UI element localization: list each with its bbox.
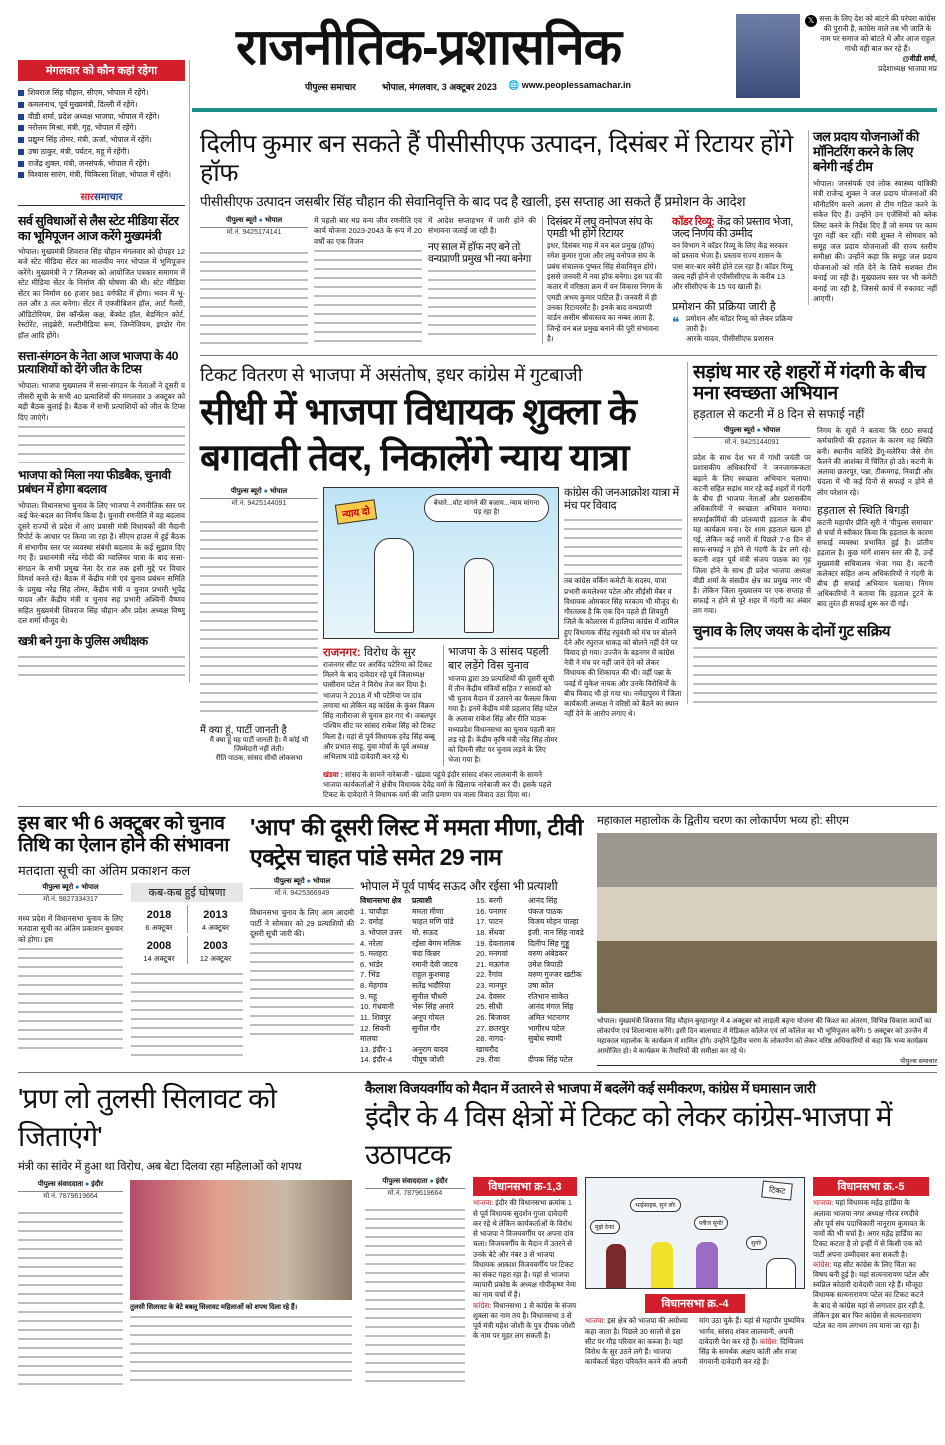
candidate-name: दिलीप सिंह गुड्डू — [528, 938, 570, 948]
announcement-box-title: कब-कब हुई घोषणा — [131, 883, 243, 902]
aap-candidate-table — [360, 877, 590, 1066]
schedule-box-title: मंगलवार को कौन कहां रहेगा — [18, 60, 185, 81]
byline: पीपुल्स ब्यूरो ● भोपाल — [200, 216, 308, 228]
section-masthead: राजनीतिक-प्रशासनिक — [236, 19, 621, 75]
candidate-name: अनुराग यादव — [412, 1044, 449, 1054]
globe-icon: 🌐 — [508, 80, 520, 90]
quote-text: प्रमोशन और कॉडर रिव्यू को लेकर प्रक्रिया जारी है। — [686, 313, 793, 333]
byline: पीपुल्स संवाददाता ● इंदौर — [18, 1180, 123, 1192]
candidate-row — [360, 928, 470, 939]
tulsi-headline: 'प्रण लो तुलसी सिलावट को जिताएंगे' — [18, 1083, 277, 1153]
seat-name: 11. शिवपुर — [360, 1012, 391, 1022]
kicker: राजनगर: — [323, 647, 361, 659]
candidate-row — [476, 960, 590, 971]
candidate-row — [360, 1055, 470, 1066]
box-body: विधानसभा 1 से कांग्रेस के संजय शुक्ला का नाम तय है। विधानसभा 3 से पूर्व मंत्री महेश जोशी के पुत्र दीपक जोशी के नाम पर मुहर लग सकती है। — [473, 1300, 577, 1341]
candidate-name: सुनील गौर — [412, 1023, 440, 1033]
byline: पीपुल्स ब्यूरो ● भोपाल — [693, 426, 811, 438]
schedule-item: कमलनाथ, पूर्व मुख्यमंत्री, दिल्ली में रहेंगे। — [18, 99, 185, 111]
phone: मो.नं. 9827334317 — [43, 895, 98, 903]
schedule-item: शिवराज सिंह चौहान, सीएम, भोपाल में रहेंगे। — [18, 87, 185, 99]
sidhi-story — [200, 362, 682, 801]
constituency-4-block — [585, 1177, 805, 1367]
candidate-row — [476, 907, 590, 918]
seat-name: 27. छतरपुर — [476, 1023, 509, 1033]
lower-row-2 — [18, 1079, 937, 1389]
tulsi-byline-block — [18, 1180, 123, 1389]
announcement-year: 2018 6 अक्टूबर — [145, 908, 173, 932]
katni-story — [687, 362, 937, 704]
candidate-name: इंजी. नान सिंह नावडे — [528, 927, 584, 937]
candidate-name: ममता मीणा — [412, 906, 444, 916]
cartoon-figure — [464, 558, 494, 633]
party-title: मैं क्या हूं, पार्टी जानती है — [200, 725, 287, 736]
water-title: जल प्रदाय योजनाओं की मॉनिटरिंग करने के लिए बनेगी नई टीम — [813, 129, 919, 174]
katni-body: निगम के सूत्रों ने बताया कि 650 सफाई कर्मचारियों की हड़ताल के कारण यह स्थिति बनी। स्थानीय वाशिंदे डेंगू-मलेरिया जैसे रोग फैलने की आशंका में चिंतित हो उठे। कटनी के अलावा छतरपुर, पन्ना, टीकमगढ़, निवाड़ी और चंदला में भी कई दिनों से सफाई न होने से लोग परेशान रहे। — [817, 426, 933, 497]
candidate-table-left — [360, 896, 470, 1066]
news-body-continued — [18, 423, 185, 463]
water-story — [808, 130, 937, 305]
schedule-item: विश्वास सारंग, मंत्री, चिकित्सा शिक्षा, भोपाल में रहेंगे। — [18, 169, 185, 181]
seat-name: 25. सीधी — [476, 1002, 503, 1012]
date-subhead: मतदाता सूची का अंतिम प्रकाशन कल — [18, 862, 191, 878]
dateline: भोपाल, मंगलवार, 3 अक्टूबर 2023 — [382, 82, 497, 92]
top-headline: दिलीप कुमार बन सकते हैं पीसीसीएफ उत्पादन, दिसंबर में रिटायर होंगे हॉफ — [200, 130, 793, 187]
article-body — [314, 247, 422, 342]
sidhi-kicker: टिकट वितरण से भाजपा में असंतोष, इधर कांग्रेस में गुटबाजी — [200, 363, 583, 385]
brand-name: पीपुल्स समाचार — [305, 82, 356, 92]
candidate-row — [360, 907, 470, 918]
candidate-row — [476, 928, 590, 939]
katni-body: कटनी महापौर प्रीति सूरी ने 'पीपुल्स समाचार' से चर्चा में स्वीकार किया कि हड़ताल के कारण सफाई व्यवस्था प्रभावित हुई है। प्रांतीय हड़ताल है। कुछ मांगें शासन स्तर की हैं, उन्हें मुख्यमंत्री सचिवालय भेजा गया है। कटनी कलेक्टर सहित अन्य अधिकारियों ने गंदगी के बीच ही सफाई अभियान चलाया। निगम अधिकारियों ने बताया कि हड़ताल टूटने के बाद तुरंत ही सफाई शुरू कर दी गई। — [817, 517, 933, 609]
jayas-body — [693, 644, 937, 704]
rajnagar-title: विरोध के सुर — [363, 647, 416, 659]
party-label: कांग्रेस: — [759, 1336, 779, 1346]
janakrosh-title: कांग्रेस की जनआक्रोश यात्रा में मंच पर विवाद — [564, 487, 679, 513]
date-headline: इस बार भी 6 अक्टूबर को चुनाव तिथि का ऐलान होने की संभावना — [18, 813, 229, 857]
aap-headline: 'आप' की दूसरी लिस्ट में ममता मीणा, टीवी एक्ट्रेस चाहत पांडे समेत 29 नाम — [250, 814, 583, 871]
photo-credit: पीपुल्स समाचार — [597, 1056, 937, 1066]
top-byline-block — [200, 216, 308, 349]
phone: मो.नं. 7879619664 — [387, 1190, 443, 1198]
candidate-row — [360, 970, 470, 981]
box-body: दिग्विजय सिंह के समर्थक अक्षय कांती और राजा मंगवानी दावेदारी कर रहे हैं। — [699, 1336, 804, 1367]
candidate-row — [360, 949, 470, 960]
seat-name: 6. भांडेर — [360, 959, 383, 969]
tulsi-photo — [130, 1180, 352, 1300]
aap-body-continued — [250, 940, 354, 1040]
phone: मो.नं. 9425366949 — [274, 890, 330, 897]
tulsi-photo-caption: तुलसी सिलावट के बेटे बबलू सिलावट महिलाओं को शपथ दिला रहे हैं। — [130, 1304, 298, 1312]
date-body: मध्य प्रदेश में विधानसभा चुनाव के लिए मतदाता सूची का अंतिम प्रकाशन बुधवार को होगा। इस — [18, 913, 123, 944]
article-body — [131, 970, 243, 1060]
mp-title: भाजपा के 3 सांसद पहली बार लड़ेंगे विस चुनाव — [448, 646, 549, 673]
byline: पीपुल्स ब्यूरो ● भोपाल — [250, 877, 354, 889]
news-title: भाजपा को मिला नया फीडबैक, चुनावी प्रबंधन में होगा बदलाव — [18, 468, 171, 496]
news-body: भोपाल। मुख्यमंत्री शिवराज सिंह चौहान मंगलवार को दोपहर 12 बजे स्टेट मीडिया सेंटर का मालवीय नगर भोपाल में भूमिपूजन करेंगे। मुख्यमंत्री ने 7 सितम्बर को आयोजित पत्रकार समागम में स्टेट मीडिया सेंटर के निर्माण की घोषणा की थी। स्टेट मीडिया सेंटर का निर्माण 66 हजार 981 वर्गफीट में होगा। भवन में भू-तल और 3 तल बनेगा। सेंटर में एक्जीबिशन हॉल, आर्ट गैलरी, ऑडिटोरियम, प्रेस कॉन्फ्रेंस कक्ष, बेंक्वेट हॉल, बेडमिंटन कोर्ट, रेस्टोरेंट, लाइब्रेरी, मल्टीमीडिया रूम, जिम्नेजियम, इण्डोर गेम हॉल आदि होंगे। — [18, 246, 185, 340]
side-body: वन विभाग ने कॉडर रिव्यू के लिए केंद्र सरकार को प्रस्ताव भेजा है। प्रस्ताव राज्य शासन के पास बार-बार क्वेरी होने टल रहा है। कॉडर रिव्यू जल्द नहीं होने से एपीसीसीएफ के करीब 13 और सीसीएफ के 15 पद खाली हैं। — [672, 240, 793, 292]
candidate-row — [476, 1002, 590, 1013]
seat-name: 7. भिंड — [360, 970, 380, 980]
box-body: इंदौर की विधानसभा क्रमांक 1 से पूर्व विधायक सुदर्शन गुप्ता दावेदारी कर रहे थे लेकिन कार्यकर्ताओं के विरोध से भाजपा ने विजयवर्गीय पर अपना दांव चला। विजयवर्गीय के मैदान में उतरने से उनके बेटे और नंबर 3 से भाजपा विधायक आकाश विजयवर्गीय पर टिकट का संकट गहरा रहा है। यहां से भाजपा व्यापारी प्रकोष्ठ के अध्यक्ष गोपीकृष्ण नेमा का नाम चर्चा में है। — [473, 1198, 576, 1300]
article-column — [428, 216, 536, 337]
kicker: कॉडर रिव्यू: — [672, 215, 715, 228]
seat-name: 4. नरेला — [360, 938, 383, 948]
aap-story — [250, 813, 590, 1066]
candidate-name: रईसा बेगम मलिक — [412, 938, 461, 948]
schedule-item: राजेंद्र शुक्ल, मंत्री, जनसंपर्क, भोपाल में रहेंगे। — [18, 158, 185, 170]
candidate-table-right — [476, 896, 590, 1066]
candidate-name: आनंद सिंह — [528, 896, 558, 905]
divider — [18, 1072, 937, 1073]
candidate-name: पंकज पाठक — [528, 906, 563, 916]
col-seat-header: विधानसभा क्षेत्र — [360, 896, 402, 905]
party-label: भाजपा: — [585, 1316, 606, 1326]
quote-box — [806, 14, 937, 74]
candidate-row — [476, 1013, 590, 1024]
constituency-1-3 — [473, 1177, 577, 1341]
seat-name: 24. देवसर — [476, 991, 506, 1001]
article-subhead: नए साल में हॉफ नए बने तो वन्यप्राणी प्रमुख भी नया बनेगा — [428, 240, 531, 265]
candidate-row — [476, 917, 590, 928]
side-story-cadre — [672, 216, 794, 344]
box-body: यह सीट कांग्रेस के लिए चिंता का विषय बनी हुई है। यहां सत्यनारायण पटेल और स्वप्निल कोठारी दावेदारी जता रहे हैं। मौजूदा विधायक सत्यनारायण पटेल का टिकट कटने के बाद से कांग्रेस यहां से लगातार हार रही है, लेकिन इस बार फिर कांग्रेस से सत्यनारायण पटेल का नाम लगभग तय माना जा रहा है। — [813, 1259, 929, 1331]
tulsi-story — [18, 1079, 353, 1389]
candidate-name: अनूप गोयल — [412, 1012, 445, 1022]
cartoon-bubble: भाईसाहब, सुन लो! — [630, 1198, 681, 1212]
side-body: इधर, दिसंबर माह में वन बल प्रमुख (हॉफ) रमेश कुमार गुप्ता और लघु वनोपज संघ के प्रबंध संचालक पुष्कर सिंह सेवानिवृत्त होंगे। इससे जनवरी में नया हॉफ बनेगा। इस पद की कतार में वरिष्ठता क्रम में वन विकास निगम के एमडी अभय कुमार पाटिल हैं। जनवरी में ही उनका रिटायरमेंट है। इनके बाद वन्यप्राणी वार्डन असीम श्रीवास्तव का नम्बर आता है, जिन्हें वन बल प्रमुख बनाने की पूरी संभावना है। — [547, 240, 663, 344]
cartoon-sign: न्याय दो — [335, 499, 377, 524]
table-title: भोपाल में पूर्व पार्षद सऊद और रईसा भी प्रत्याशी — [360, 879, 558, 893]
sidhi-middle — [323, 487, 559, 800]
seat-name: 8. मेहगांव — [360, 981, 388, 990]
candidate-name: वरुण अंबेडकर — [528, 949, 568, 959]
mahakal-caption: भोपाल। मुख्यमंत्री शिवराज सिंह चौहान बुरहानपुर में 4 अक्टूबर को लाड़ली बहना योजना की किश्त का अंतरण, विभिन्न विकास कार्यों का लोकार्पण एवं शिलान्यास करेंगे। इसी दिन बालाघाट में मेडिकल कॉलेज एवं लॉ कॉलेज का भी भूमिपूजन करेंगे। 5 अक्टूबर को उज्जैन में महाकाल महालोक के कार्यक्रम में शामिल होंगे। उन्होंने द्वितीय चरण के लोकार्पण को लेकर वरिष्ठ अधिकारियों से कहा कि भव्य कार्यक्रम आयोजित हो। वे कार्यक्रम के तैयारियों की समीक्षा कर रहे थे। — [597, 1018, 932, 1055]
news-body — [18, 653, 185, 683]
article-col: में आदेश सप्ताहभर में जारी होने की संभावना जताई जा रही है। — [428, 215, 536, 236]
seat-name: 2. दमोह — [360, 917, 384, 927]
seat-name: 1. चाचौड़ा — [360, 906, 389, 916]
top-subhead: पीसीसीएफ उत्पादन जसबीर सिंह चौहान की सेवानिवृत्ति के बाद पद है खाली, इस सप्ताह आ सकते हैं प्रमोशन के आदेश — [200, 193, 746, 209]
seat-name: 10. गंधवानी — [360, 1002, 394, 1012]
cartoon-figure — [651, 1242, 673, 1289]
katni-headline: सड़ांध मार रहे शहरों में गंदगी के बीच मना स्वच्छता अभियान — [693, 361, 926, 405]
news-body: भोपाल। भाजपा मुख्यालय में सत्ता-संगठन के नेताओं ने दूसरी व तीसरी सूची के सभी 40 प्रत्याशियों की मंगलवार 3 अक्टूबर को बड़ी बैठक बुलाई है। बैठक में सभी प्रत्याशियों को जीत के टिप्स दिए जाएंगे। — [18, 381, 185, 422]
party-label: भाजपा: — [473, 1198, 494, 1208]
cartoon-bubble: प्लीज सुनो! — [694, 1216, 728, 1230]
mahakal-headline: महाकाल महालोक के द्वितीय चरण का लोकार्पण भव्य हो: सीएम — [597, 815, 849, 828]
cartoon-figure — [766, 1258, 796, 1289]
phone: मो.नं. 9425144091 — [724, 439, 780, 447]
katni-subheading: हड़ताल से स्थिति बिगड़ी — [817, 504, 910, 517]
schedule-item: उषा ठाकुर, मंत्री, पर्यटन, महू में रहेंगी। — [18, 146, 185, 158]
seat-name: 16. पनागर — [476, 906, 507, 916]
candidate-name: उमेश त्रिपाठी — [528, 959, 563, 969]
box-body: यहां विधायक महेंद्र हार्डिया के अलावा भाजपा नगर अध्यक्ष गौरव रणदीवे और पूर्व संघ पदाधिकारी नानूराम कुमावत के नामों की भी चर्चा है। अगर महेंद्र हार्डिया का टिकट कटता है तो इन्हीं में से किसी एक को पार्टी अपना उम्मीदवार बना सकती है। — [813, 1198, 925, 1259]
janakrosh-story — [564, 487, 682, 720]
quote-role: प्रदेशाध्यक्ष भाजपा मप्र — [878, 63, 937, 73]
candidate-row — [476, 981, 590, 992]
middle-row — [200, 362, 937, 801]
candidate-name: चंदा किन्नर — [412, 949, 441, 959]
announcement-year: 2013 4 अक्टूबर — [187, 905, 243, 933]
jayas-headline: चुनाव के लिए जयस के दोनों गुट सक्रिय — [693, 622, 890, 640]
seat-name: 9. महू — [360, 991, 378, 1001]
saar-samachar-label: सारसमाचार — [18, 189, 185, 206]
tulsi-body-continued — [130, 1313, 352, 1383]
top-story — [200, 130, 800, 349]
seat-name: 22. रैगांव — [476, 970, 503, 980]
left-sidebar — [18, 60, 190, 683]
byline: पीपुल्स संवाददाता ● इंदौर — [365, 1177, 465, 1189]
date-body-continued — [18, 945, 123, 1055]
article-body — [200, 249, 308, 349]
cartoon-bubble: सुनो! — [746, 1236, 767, 1250]
cartoon-figure — [374, 538, 414, 633]
byline: पीपुल्स ब्यूरो ● भोपाल — [18, 883, 123, 895]
news-body: भोपाल। विधानसभा चुनाव के लिए भाजपा ने रणनीतिक स्तर पर कई फेर-बदल का निर्णय किया है। चुनावी रणनीति में यह बदलाव दूसरे राज्यों से प्रदेश में आए प्रवासी मंत्री विधायकों की मैदानी रिपोर्ट के आधार पर किया जा रहा है। सीएम हाउस में हुई बैठक में संभागीय स्तर पर व्यवस्था संबंधी बदलाव के कई सुझाव दिए गए हैं। प्रधानमंत्री नरेंद्र मोदी की ग्वालियर यात्रा के बाद सत्ता- संगठन के सभी प्रमुख नेता देर रात तक इसी मुद्दे पर विचार विमर्श करते रहे। बैठक में केंद्रीय मंत्री एवं चुनाव प्रबंधन समिति के प्रमुख नरेंद्र सिंह तोमर, केंद्रीय मंत्री व चुनाव प्रभारी भूपेंद्र यादव और केंद्रीय मंत्री व चुनाव सह प्रभारी अश्विनी वैष्णव सहित मुख्यमंत्री शिवराज सिंह चौहान और प्रदेश अध्यक्ष विष्णु दत्त शर्मा मौजूद थे। — [18, 500, 185, 626]
katni-body: प्रदेश के साथ देश भर में गांधी जयंती पर प्रशासकीय अधिकारियों ने जनजागरूकता बढ़ाने के लिए स्वच्छता अभियान चलाया। कटनी सहित सड़ांध मार रहे कई शहरों में गंदगी के बीच ही भाजपा नेताओं और प्रशासकीय अधिकारियों ने स्वच्छता अभियान मनाया। सफाईकर्मियों की प्रांतव्यापी हड़ताल के बीच यह कार्यक्रम मना। देर शाम हड़ताल खत्म हो गई, लेकिन कई नगरों में पिछले 7-8 दिन से साफ-सफाई न होने से गंदगी के ढेर लगे रहे। कटनी शहर पूर्व मंत्री संजय पाठक का गृह जिला होने के साथ ही प्रदेश भाजपा अध्यक्ष वीडी शर्मा के संसदीय क्षेत्र का प्रमुख नगर भी है। लेकिन जिला मुख्यालय पर एक सप्ताह से सफाई न होने से पूरे शहर में गंदगी का अंबार लग गया। — [693, 453, 811, 616]
janakrosh-body: तब कांग्रेस वर्किंग कमेटी के सदस्य, यात्रा प्रभारी कमलेश्वर पटेल और सीईसी मेंबर व विधायक ओमकार सिंह मरकाम भी मौजूद थे। गौरतलब है कि एक दिन पहले ही शिवपुरी जिले के कोलारस में हालिया कांग्रेस में शामिल हुए विधायक वीरेंद्र रघुवंशी को मंच पर बोलने देने और रघुराज धाकड़ को बोलने नहीं देने पर विवाद हो गया। उज्जैन के बड़नगर में कांग्रेस नेत्री ने मंच पर नहीं जाने देने को लेकर विधायक की शिकायत की थी। वहीं पन्ना के पवई में मुकेश नायक और उनके विरोधियों के बीच विवाद भी हो गया था। नर्मदापुरम में जिला कार्यकारी अध्यक्ष ने वरिष्ठों को बैठने का स्थान नहीं देने के आरोप लगाए थे। — [564, 576, 682, 719]
cartoon-ticket — [585, 1177, 805, 1289]
candidate-name: सुनील चौधरी — [412, 991, 448, 1001]
mahakal-story — [597, 813, 937, 1066]
candidate-name: विजय मोहन पाल्हा — [528, 917, 579, 927]
announcement-year: 2008 14 अक्टूबर — [143, 939, 175, 963]
candidate-name: मो. सऊद — [412, 927, 438, 937]
cartoon-bubble: मुझे देना! — [590, 1220, 620, 1234]
quote-text: सत्ता के लिए देश को बांटने की परंपरा कांग्रेस की पुरानी है, कांग्रेस वाले तब भी जाति के नाम पर समाज को बांटते थे और आज राहुल गांधी वही बात कर रहे हैं। — [819, 14, 936, 53]
indore-story — [365, 1079, 937, 1386]
seat-name: 20. मनगवां — [476, 949, 508, 959]
schedule-item: नरोत्तम मिश्रा, मंत्री, गृह, भोपाल में रहेंगे। — [18, 122, 185, 134]
water-body: भोपाल। जनसंपर्क एवं लोक स्वास्थ्य यांत्रिकी मंत्री राजेन्द्र शुक्ल ने जल प्रदाय योजनाओं की मॉनीटरिंग करने अलग से टीम गठित करने के संकेत दिए हैं। उन्होंने उन एजेंसियों को ब्लेक लिस्ट करने के निर्देश दिए हैं जो समय पर काम पूरा नहीं कर रहीं। मंत्री शुक्ल ने सोमवार को समूह जल प्रदाय योजनाओं की राज्य स्तरीय समीक्षा की। उन्होंने कहा कि समूह जल प्रदाय योजनाओं को गति देने के लिये सशक्त टीम बनाई जा रही है। मुख्यालय स्तर पर भी कमेटी बनाई जा रही है, जिससे कार्य में रुकावट नहीं आएगी। — [813, 178, 937, 304]
divider — [200, 355, 937, 356]
aap-byline-block — [250, 877, 354, 1040]
indore-body — [365, 1206, 465, 1386]
col-candidate-header: प्रत्याशी — [412, 896, 433, 905]
seat-name: 5. मलहरा — [360, 949, 388, 959]
candidate-name: उषा कोल — [528, 981, 554, 990]
seat-name: 14. इंदौर-4 — [360, 1055, 393, 1065]
article-body — [564, 516, 682, 576]
article-body — [428, 267, 536, 337]
seat-name: 21. मऊगंज — [476, 959, 510, 969]
candidate-row — [476, 1055, 590, 1066]
news-title: सर्व सुविधाओं से लैस स्टेट मीडिया सेंटर का भूमिपूजन आज करेंगे मुख्यमंत्री — [18, 214, 179, 243]
candidate-name: भेरू सिंह अनारे — [412, 1002, 454, 1012]
indore-byline-block — [365, 1177, 465, 1386]
phone: मो.नं. 9425144091 — [231, 500, 287, 507]
candidate-row — [476, 992, 590, 1003]
candidate-name: वरुण गुज्जर खटीक — [528, 970, 582, 980]
announcement-year: 2003 12 अक्टूबर — [187, 936, 243, 964]
khandwa-story — [323, 770, 559, 801]
seat-name: 13. इंदौर-1 — [360, 1044, 393, 1054]
party-label: कांग्रेस: — [813, 1259, 832, 1269]
side-title: दिसंबर में लघु वनोपज संघ के एमडी भी होंगे रिटायर — [547, 215, 653, 241]
sidhi-byline-block — [200, 487, 318, 763]
website-link[interactable] — [508, 80, 631, 91]
cm-meeting-photo — [597, 833, 937, 1013]
cartoon-sign: टिकट — [761, 1181, 793, 1201]
seat-name: 3. भोपाल उत्तर — [360, 927, 402, 937]
candidate-name: पीयूष जोशी — [412, 1055, 444, 1065]
sidhi-headline: सीधी में भाजपा विधायक शुक्ला के बगावती तेवर, निकालेंगे न्याय यात्रा — [200, 390, 636, 478]
seat-name: 12. सिवनी मालवा — [360, 1023, 391, 1044]
cartoon-nyay-yatra — [323, 487, 559, 639]
article-body — [200, 518, 318, 718]
box-title: विधानसभा क्र.-5 — [813, 1177, 929, 1196]
candidate-row — [360, 960, 470, 971]
upper-block — [18, 14, 937, 800]
candidate-name: सुबोध स्वामी — [528, 1034, 562, 1044]
candidate-name: भागीरथ पटेल — [528, 1023, 565, 1033]
aap-body: विधानसभा चुनाव के लिए आम आदमी पार्टी ने सोमवार को 29 प्रत्याशियों की दूसरी सूची जारी की। — [250, 908, 354, 939]
party-author: रीति पाठक, सांसद सीधी लोकसभा — [215, 755, 303, 762]
candidate-row — [476, 949, 590, 960]
byline: पीपुल्स ब्यूरो ● भोपाल — [200, 487, 318, 499]
candidate-row — [360, 1045, 470, 1056]
khandwa-body: सांसद के सामने नारेबाजी - खंडवा पहुंचे इंदौर सांसद शंकर लालवानी के सामने भाजपा कार्यकर्ताओं ने क्षेत्रीय विधायक देवेंद्र वर्मा के खिलाफ नारेबाजी कर दी। इसके पहले टिकट के दावेदारों ने विधायक वर्मा की जाति प्रमाण पत्र वाला विवाद उठा दिया था। — [323, 769, 552, 799]
phone: मो.नं. 9425174141 — [226, 228, 282, 236]
party-label: भाजपा: — [813, 1198, 834, 1208]
quote-author: @वीडी शर्मा, — [902, 53, 937, 63]
main-area — [200, 14, 937, 800]
candidate-row — [476, 939, 590, 950]
mp-body: भाजपा द्वारा 39 प्रत्याशियों की दूसरी सूची में तीन केंद्रीय मंत्रियों सहित 7 सांसदों को भी चुनाव मैदान में उतारने का फैसला किया गया है। इनमें केंद्रीय मंत्री प्रहलाद सिंह पटेल के अलावा राकेश सिंह और रीति पाठक मध्यप्रदेश विधानसभा का चुनाव पहली बार लड़ रहे हैं। केंद्रीय कृषि मंत्री नरेंद्र सिंह तोमर को दिमनी सीट पर चुनाव लड़ने के लिए भेजा गया है। — [448, 673, 558, 765]
candidate-name: दीपक सिंह पटेल — [528, 1055, 573, 1065]
lower-row-1 — [18, 813, 937, 1066]
news-title: खत्री बने गुना के पुलिस अधीक्षक — [18, 633, 148, 648]
page-header — [200, 14, 937, 98]
candidate-row — [360, 939, 470, 950]
schedule-item: वीडी शर्मा, प्रदेश अध्यक्ष भाजपा, भोपाल में रहेंगे। — [18, 111, 185, 123]
website-text: www.peoplessamachar.in — [521, 80, 631, 90]
news-title: सत्ता-संगठन के नेता आज भाजपा के 40 प्रत्याशियों को देंगे जीत के टिप्स — [18, 348, 178, 377]
article-col: में पहली बार मप्र वन्य जीव रणनीति एवं कार्य योजना 2023-2043 के रूप में 20 वर्षों का एक विजन — [314, 215, 422, 246]
candidate-name: अमित भटनागर — [528, 1012, 570, 1022]
box-title: विधानसभा क्र-1,3 — [473, 1177, 577, 1196]
cartoon-bubble: बेचारे...वोट मांगने की बजाय...न्याय मांगना पड़ रहा है! — [424, 494, 549, 522]
indore-kicker: कैलाश विजयवर्गीय को मैदान में उतारने से भाजपा में बदलेंगे कई समीकरण, कांग्रेस में घमासान जारी — [365, 1081, 816, 1097]
candidate-row — [476, 1034, 590, 1055]
seat-name: 26. बिजावर — [476, 1012, 510, 1022]
box-body: इस क्षेत्र को भाजपा की अयोध्या कहा जाता है। पिछले 30 सालों से इस सीट पर गौड़ परिवार का कब्जा है। यहां विरोध के सुर उठने लगे हैं। भाजपा कार्यकर्ता चेहरा परिवर्तन करने की अपनी मांग उठा चुके हैं। यहां से महापौर पुष्यमित्र भार्गव, सांसद शंकर लालवानी, अपनी दावेदारी पेश कर रहे हैं। — [585, 1316, 805, 1367]
candidate-row — [360, 1002, 470, 1013]
schedule-item: प्रद्युम्न सिंह तोमर, मंत्री, ऊर्जा, भोपाल में रहेंगे। — [18, 134, 185, 146]
candidate-row — [360, 1024, 470, 1045]
candidate-row — [476, 970, 590, 981]
seat-name: 28. नागद- खाचरौद — [476, 1034, 506, 1054]
party-quote: मैं क्या हूं यह पार्टी जानती है। मैं कोई भी जिम्मेदारी नहीं लेती। — [209, 737, 309, 753]
constituency-5 — [813, 1177, 929, 1331]
candidate-name: आनंद मंगल सिंह — [528, 1002, 574, 1012]
seat-name: 15. बरगी — [476, 896, 503, 905]
mp-story — [443, 645, 559, 766]
rajnagar-body: राजनगर सीट पर अरविंद पटेरिया को टिकट मिलने के बाद दावेदार रहे पूर्व जिलाध्यक्ष घासीराम पटेल ने विरोध तेज कर दिया है। भाजपा ने 2018 में भी पटेरिया पर दांव लगाया था लेकिन वह कांग्रेस के कुंवर विक्रम सिंह नातीराजा से चुनाव हार गए थे। जबलपुर पश्चिम सीट पर सांसद राकेश सिंह को टिकट मिला है। यहां से पूर्व विधायक हरेंद्र सिंह बब्बू और प्रभात साहू, युवा मोर्चा के पूर्व अध्यक्ष अभिलाष पांडे दावेदारी कर रहे थे। — [323, 660, 436, 761]
box-title-constituency-4: विधानसभा क्र.-4 — [645, 1294, 745, 1313]
quote-icon: ❝ — [672, 313, 680, 330]
seat-name: 29. रीवा — [476, 1055, 500, 1065]
quote-author: आरके यादव, पीसीसीएफ प्रशासन — [686, 333, 774, 343]
candidate-name: राहुल कुशवाह — [412, 970, 450, 980]
candidate-row — [476, 896, 590, 907]
tulsi-body — [18, 1209, 123, 1389]
indore-headline: इंदौर के 4 विस क्षेत्रों में टिकट को लेकर कांग्रेस-भाजपा में उठापटक — [365, 1101, 892, 1171]
article-column — [314, 216, 422, 343]
candidate-row — [360, 992, 470, 1003]
header-rule — [192, 108, 937, 112]
election-date-story — [18, 813, 243, 1060]
candidate-row — [360, 981, 470, 992]
candidate-name: सतेंद्र भदौरिया — [412, 981, 451, 990]
kicker: खंडवा : — [323, 769, 343, 779]
seat-name: 19. देवतालाब — [476, 938, 515, 948]
side-title: प्रमोशन की प्रक्रिया जारी है — [672, 300, 776, 313]
side-story-hof — [542, 216, 666, 345]
seat-name: 18. सेंधवा — [476, 927, 505, 937]
candidate-row — [476, 1024, 590, 1035]
katni-subhead: हड़ताल से कटनी में 8 दिन से सफाई नहीं — [693, 407, 865, 422]
top-story-row — [200, 130, 937, 349]
candidate-name: चाहत मणि पांडे — [412, 917, 454, 927]
candidate-name: रतिभान साकेत — [528, 991, 569, 1001]
schedule-list — [18, 87, 185, 181]
side-title: केंद्र को प्रस्ताव भेजा, जल्द निर्णय की उम्मीद — [672, 215, 793, 241]
constituency-4-body — [585, 1316, 805, 1367]
x-logo-icon: 𝕏 — [805, 15, 817, 27]
phone: मो.नं. 7879619664 — [43, 1193, 98, 1201]
candidate-name: रमानी देवी जाटव — [412, 959, 458, 969]
rajnagar-story — [323, 645, 438, 762]
cartoon-figure — [606, 1244, 626, 1289]
party-label: कांग्रेस: — [473, 1300, 492, 1310]
vd-sharma-photo — [736, 14, 800, 98]
candidate-row — [360, 1013, 470, 1024]
seat-name: 17. पाटन — [476, 917, 503, 927]
cartoon-figure — [696, 1242, 718, 1289]
seat-name: 23. मानपुर — [476, 981, 507, 990]
tulsi-subhead: मंत्री का सांवेर में हुआ था विरोध, अब बेटा दिलवा रहा महिलाओं को शपथ — [18, 1161, 302, 1174]
divider — [18, 806, 937, 807]
candidate-row — [360, 917, 470, 928]
